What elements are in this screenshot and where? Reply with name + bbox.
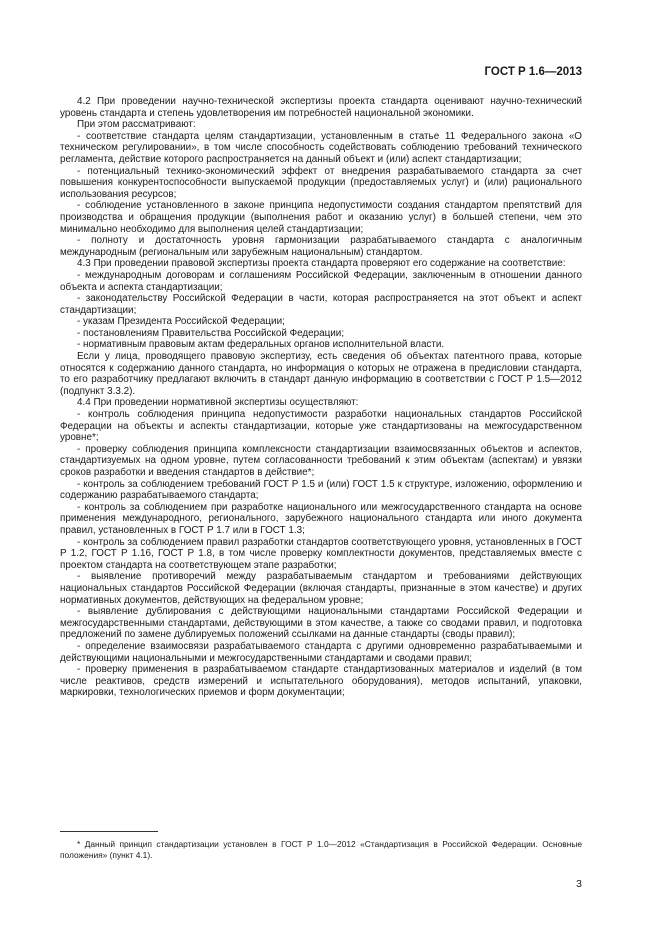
list-item: - полноту и достаточность уровня гармонизации разрабатываемого стандарта с аналогичным международным (региональным или зарубежным национальным) стандартом. <box>60 235 582 258</box>
list-item: - соблюдение установленного в законе принципа недопустимости создания стандартом препятствий для производства и обращения продукции (выполнения работ и оказанию услуг) в большей степени, чем это минимально необходимо для выполнения целей стандартизации; <box>60 200 582 235</box>
footnote <box>60 839 582 861</box>
list-item: - определение взаимосвязи разрабатываемого стандарта с другими одновременно разрабатываемыми и действующими национальными и межгосударственными стандартами и сводами правил; <box>60 640 582 664</box>
list-item: - указам Президента Российской Федерации; <box>77 316 285 328</box>
list-item: - контроль за соблюдением при разработке национального или межгосударственного стандарта на основе применения международного, регионального, зарубежного национального стандарта или иного документа правил, установленных в ГОСТ Р 1.7 или в ГОСТ 1.3; <box>60 501 582 536</box>
list-item: - выявление дублирования с действующими национальными стандартами Российской Федерации и межгосударственными стандартами, действующими в этом качестве, а также со сводами правил, и подготовка предложений по замене дублируемых положений ссылками на данные стандарты (своды правил); <box>60 606 582 641</box>
paragraph-4-2: 4.2 При проведении научно-технической экспертизы проекта стандарта оценивают научно-технический уровень стандарта и степень удовлетворения им потребностей национальной экономики. <box>60 96 582 119</box>
document-body <box>60 96 582 699</box>
list-item: - выявление противоречий между разрабатываемым стандартом и требованиями действующих национальных стандартов Российской Федерации (включая стандарты, признанные в этом качестве) и других нормативных документов, действующих на федеральном уровне; <box>60 571 582 606</box>
list-item: - соответствие стандарта целям стандартизации, установленным в статье 11 Федерального закона «О техническом регулировании», в том числе способность содействовать соблюдению требований технического регламента, действие которого распространяется на данный объект и (или) аспект стандартизации; <box>60 130 582 165</box>
paragraph-4-3: 4.3 При проведении правовой экспертизы проекта стандарта проверяют его содержание на соответствие: <box>77 258 566 270</box>
page-number: 3 <box>576 878 582 890</box>
list-item: - проверку соблюдения принципа комплексности стандартизации взаимосвязанных объектов и аспектов, стандартизуемых на одном уровне, путем согласованности требований к этим объектам (аспектам) и увязки сроков разработки и введения стандартов в действие*; <box>60 443 582 478</box>
paragraph: Если у лица, проводящего правовую экспертизу, есть сведения об объектах патентного права, которые относятся к содержанию данного стандарта, но информация о которых не отражена в предисловии стандарта, то его разработчику предлагают включить в стандарт данную информацию в соответствии с ГОСТ Р 1.5—2012 (подпункт 3.3.2). <box>60 351 582 397</box>
list-item: - контроль соблюдения принципа недопустимости разработки национальных стандартов Российской Федерации на объекты и аспекты стандартизации, которые уже стандартизованы на межгосударственном уровне*; <box>60 409 582 444</box>
list-item: - законодательству Российской Федерации в части, которая распространяется на этот объект и аспект стандартизации; <box>60 293 582 316</box>
paragraph-4-4: 4.4 При проведении нормативной экспертизы осуществляют: <box>77 397 359 409</box>
list-item: - проверку применения в разрабатываемом стандарте стандартизованных материалов и изделий (в том числе реактивов, средств измерений и испытательного оборудования), методов испытаний, упаковки, маркировки, технологических приемов и форм документации; <box>60 664 582 699</box>
list-item: - нормативным правовым актам федеральных органов исполнительной власти. <box>77 339 445 351</box>
footnote-separator <box>60 831 158 832</box>
paragraph: При этом рассматривают: <box>77 119 196 131</box>
list-item: - постановлениям Правительства Российской Федерации; <box>77 327 345 339</box>
list-item: - потенциальный технико-экономический эффект от внедрения разрабатываемого стандарта за счет повышения конкурентоспособности выпускаемой продукции (предоставляемых услуг) и (или) рационального использования ресурсов; <box>60 165 582 200</box>
footnote-text: * Данный принцип стандартизации установлен в ГОСТ Р 1.0—2012 «Стандартизация в Российской Федерации. Основные положения» (пункт 4.1). <box>60 839 582 860</box>
list-item: - международным договорам и соглашениям Российской Федерации, заключенным в отношении данного объекта и аспекта стандартизации; <box>60 269 582 293</box>
list-item: - контроль за соблюдением правил разработки стандартов соответствующего уровня, установленных в ГОСТ Р 1.2, ГОСТ Р 1.16, ГОСТ Р 1.8, в том числе проверку комплектности документов, представляемых вместе с проектом стандарта на соответствующем этапе разработки; <box>60 536 582 571</box>
list-item: - контроль за соблюдением требований ГОСТ Р 1.5 и (или) ГОСТ 1.5 к структуре, изложению, оформлению и содержанию разрабатываемого стандарта; <box>60 478 582 502</box>
document-code-header: ГОСТ Р 1.6—2013 <box>484 66 582 78</box>
